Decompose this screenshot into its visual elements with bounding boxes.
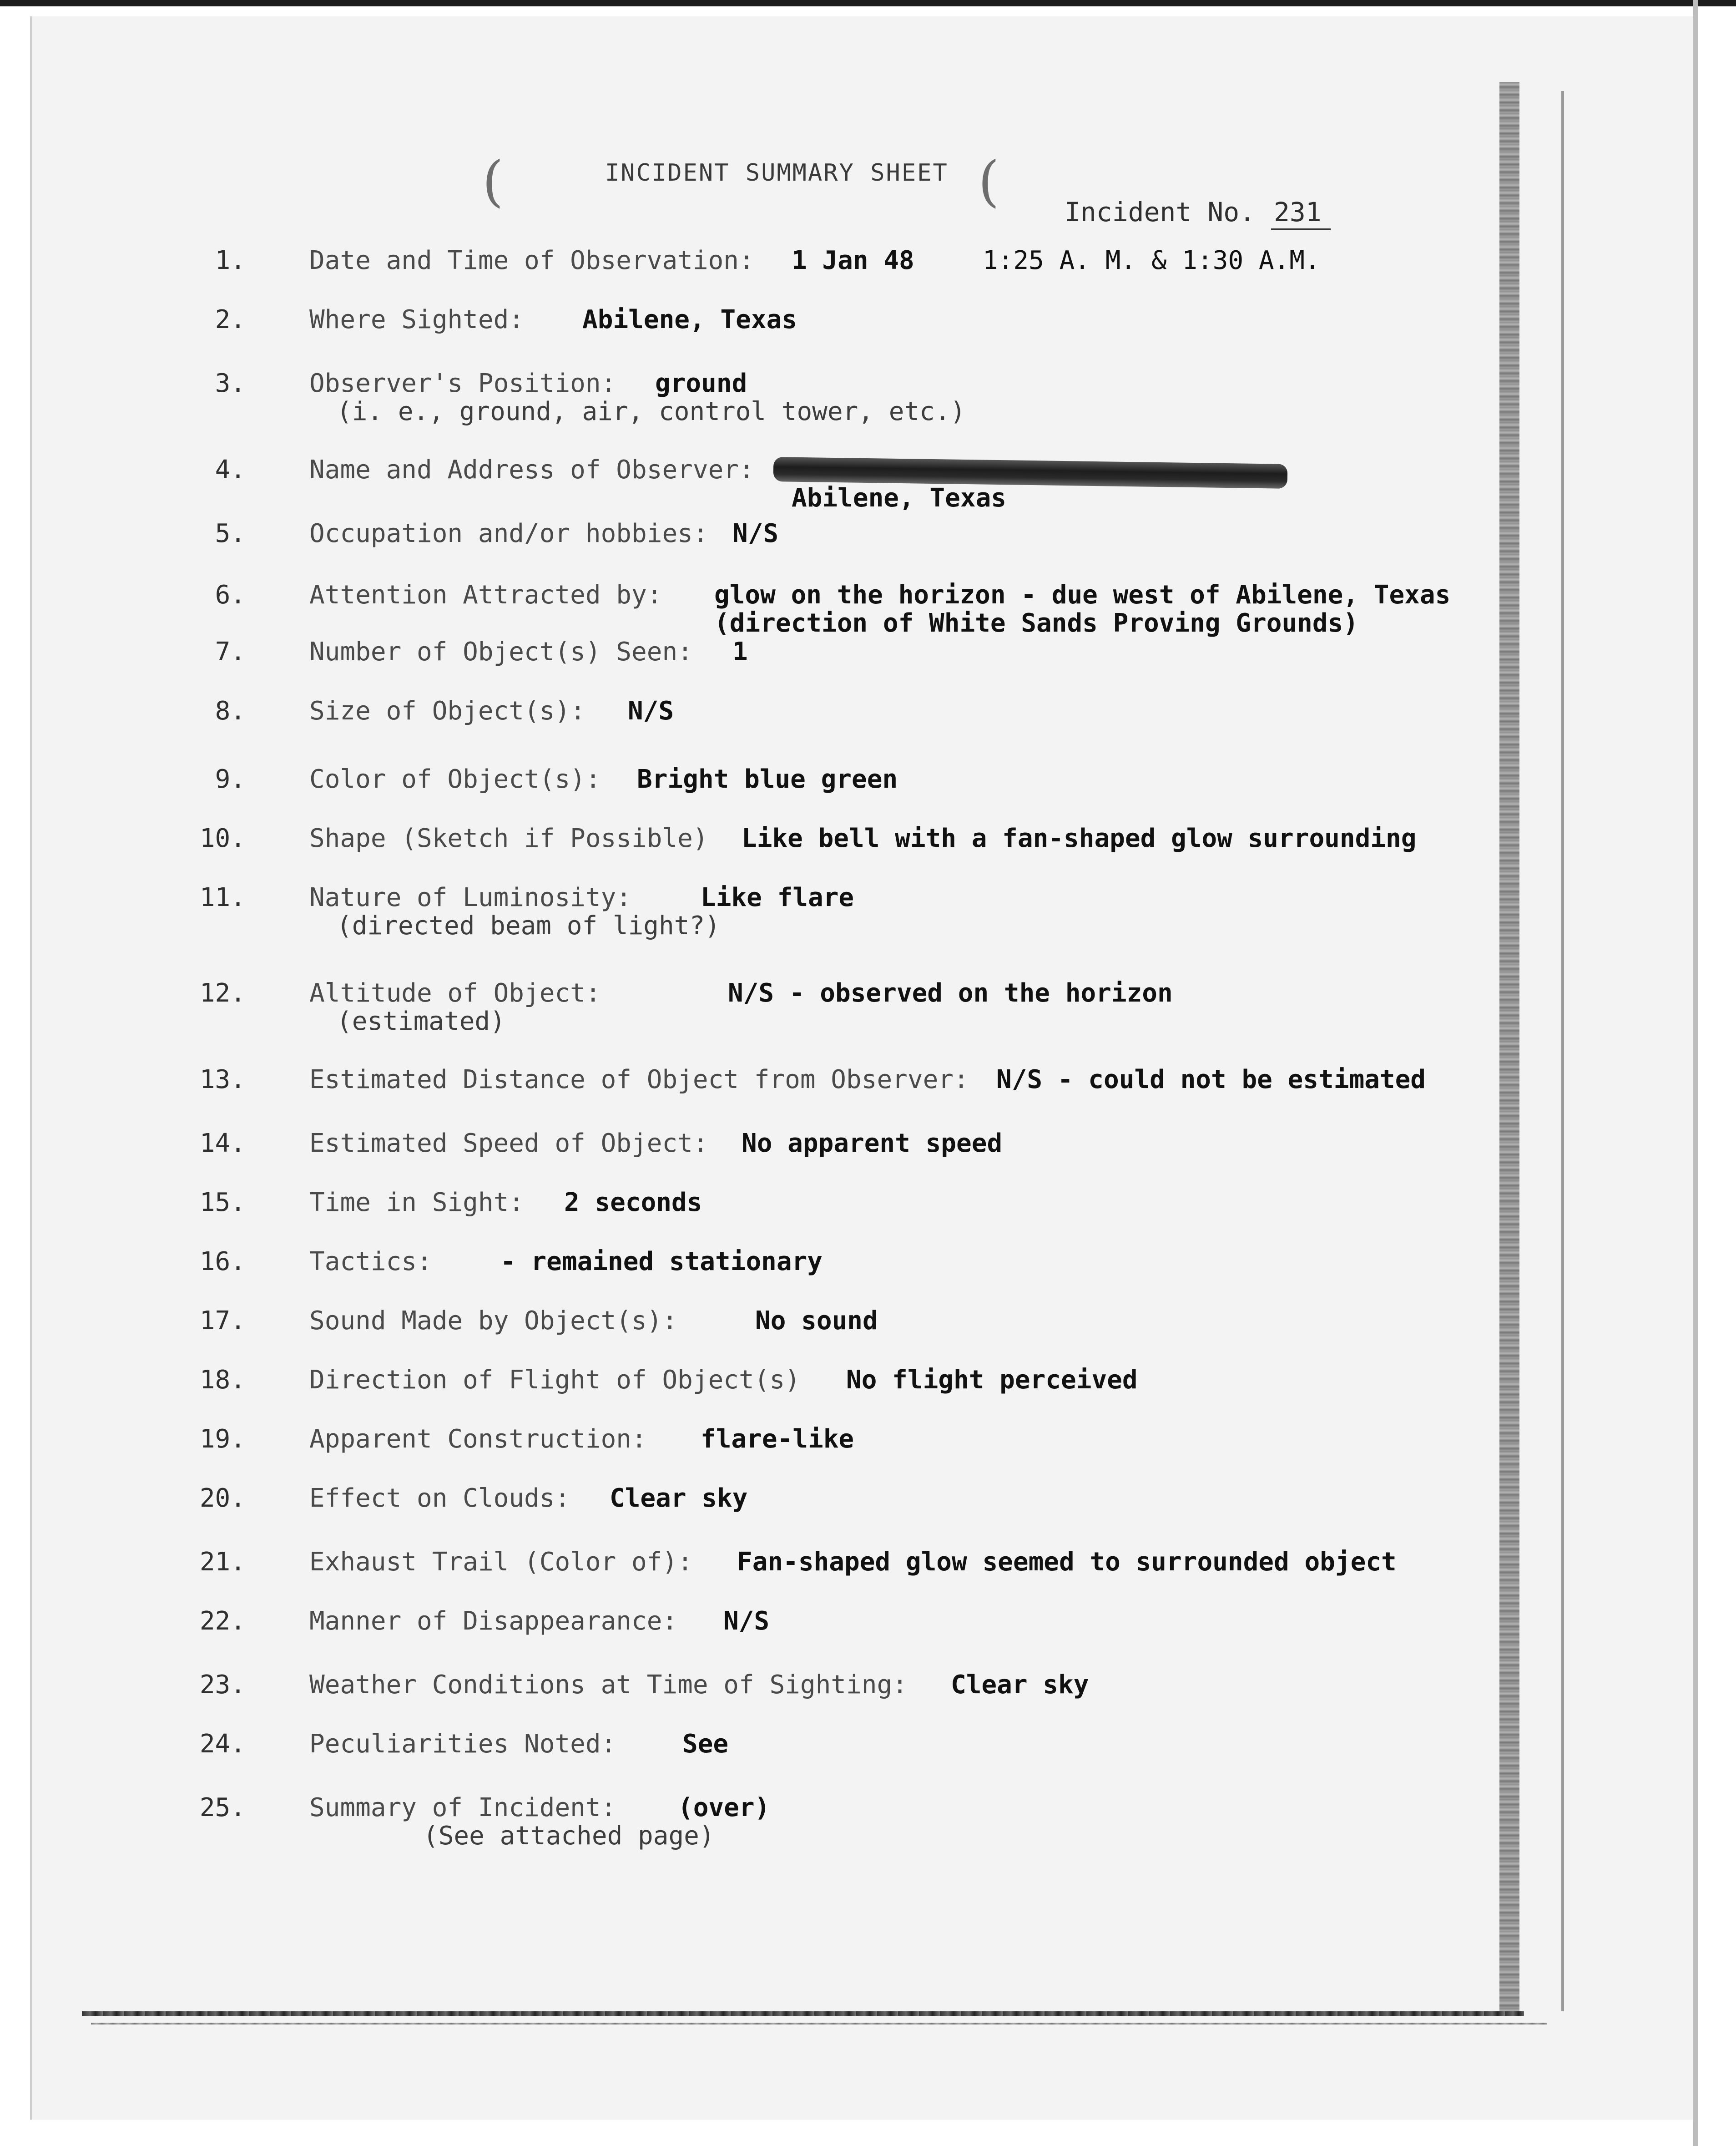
item-label: Apparent Construction: [309,1424,647,1454]
item-value: No apparent speed [742,1129,1003,1158]
item-value: No flight perceived [846,1365,1138,1395]
item-number: 3. [215,369,246,398]
form-item [0,1483,1501,1556]
item-number: 25. [199,1793,246,1822]
item-value: Abilene, Texas [582,305,797,334]
item-label: Observer's Position: [309,369,616,398]
form-item [0,696,1501,769]
item-number: 15. [199,1188,246,1217]
item-value: 1 [732,637,748,667]
item-value: N/S [723,1606,770,1636]
item-number: 9. [215,764,246,794]
form-item [0,455,1501,528]
item-number: 16. [199,1247,246,1276]
item-label: Color of Object(s): [309,764,601,794]
form-item [0,1065,1501,1138]
item-value: N/S [732,519,779,548]
item-label: Attention Attracted by: [309,580,662,610]
punch-mark: ( [482,150,504,213]
item-value: N/S - observed on the horizon [728,978,1173,1008]
item-value-line2: Abilene, Texas [792,483,1007,513]
bottom-rule [91,2023,1547,2025]
item-number: 13. [199,1065,246,1094]
item-label: Nature of Luminosity: [309,883,632,912]
item-subnote: (directed beam of light?) [337,911,720,941]
item-label: Sound Made by Object(s): [309,1306,678,1336]
punch-mark: ( [978,150,999,213]
page-edge-shadow [1499,82,1519,2011]
item-subnote: (See attached page) [423,1821,715,1851]
item-label: Estimated Speed of Object: [309,1129,708,1158]
item-number: 7. [215,637,246,667]
item-label: Name and Address of Observer: [309,455,754,485]
incident-number [1065,197,1331,228]
item-number: 2. [215,305,246,334]
item-value: - remained stationary [500,1247,823,1276]
form-item [0,369,1501,441]
item-label: Manner of Disappearance: [309,1606,678,1636]
item-label: Exhaust Trail (Color of): [309,1547,693,1577]
item-number: 19. [199,1424,246,1454]
incident-number-label: Incident No. [1065,197,1256,228]
form-item [0,1729,1501,1802]
item-label: Direction of Flight of Object(s) [309,1365,800,1395]
item-subnote: (i. e., ground, air, control tower, etc.) [337,397,966,426]
item-value: glow on the horizon - due west of Abilene, Texas [714,580,1451,610]
item-value: ground [655,369,747,398]
item-number: 21. [199,1547,246,1577]
page-title: INCIDENT SUMMARY SHEET [605,159,949,187]
item-label: Where Sighted: [309,305,525,334]
item-value: No sound [755,1306,878,1336]
item-number: 10. [199,824,246,853]
item-value: (over) [678,1793,770,1822]
incident-number-value: 231 [1271,197,1331,230]
item-number: 4. [215,455,246,485]
item-number: 1. [215,246,246,275]
item-number: 24. [199,1729,246,1759]
item-value-line2: (direction of White Sands Proving Grounds) [714,608,1359,638]
item-number: 17. [199,1306,246,1336]
item-subnote: (estimated) [337,1007,505,1036]
item-label: Weather Conditions at Time of Sighting: [309,1670,908,1700]
item-label: Estimated Distance of Object from Observer: [309,1065,969,1094]
item-number: 5. [215,519,246,548]
item-label: Tactics: [309,1247,432,1276]
item-number: 14. [199,1129,246,1158]
form-item [0,1793,1501,1866]
item-value: Fan-shaped glow seemed to surrounded object [737,1547,1397,1577]
item-label: Occupation and/or hobbies: [309,519,708,548]
item-number: 11. [199,883,246,912]
page-edge-line [1561,91,1564,2011]
item-value: See [682,1729,729,1759]
item-number: 6. [215,580,246,610]
item-value-time: 1:25 A. M. & 1:30 A.M. [983,246,1320,275]
item-number: 23. [199,1670,246,1700]
item-label: Summary of Incident: [309,1793,616,1822]
form-item [0,883,1501,956]
form-item [0,305,1501,378]
item-label: Size of Object(s): [309,696,585,726]
item-label: Shape (Sketch if Possible) [309,824,708,853]
item-value: Like bell with a fan-shaped glow surrounding [742,824,1417,853]
item-label: Effect on Clouds: [309,1483,570,1513]
item-value: N/S - could not be estimated [996,1065,1426,1094]
item-label: Time in Sight: [309,1188,525,1217]
item-value: Bright blue green [637,764,898,794]
item-number: 8. [215,696,246,726]
item-label: Number of Object(s) Seen: [309,637,693,667]
top-edge-rule [0,0,1736,6]
scan-border [1693,0,1698,2146]
item-label: Date and Time of Observation: [309,246,754,275]
item-number: 22. [199,1606,246,1636]
item-value: 1 Jan 48 [792,246,914,275]
item-label: Peculiarities Noted: [309,1729,616,1759]
item-value: Clear sky [610,1483,748,1513]
item-number: 20. [199,1483,246,1513]
item-value: N/S [628,696,674,726]
form-item [0,1606,1501,1679]
item-number: 12. [199,978,246,1008]
item-value: Clear sky [951,1670,1089,1700]
item-number: 18. [199,1365,246,1395]
item-value: Like flare [701,883,854,912]
item-value: 2 seconds [564,1188,702,1217]
bottom-rule [82,2011,1524,2016]
item-value: flare-like [701,1424,854,1454]
form-item [0,978,1501,1051]
item-label: Altitude of Object: [309,978,601,1008]
